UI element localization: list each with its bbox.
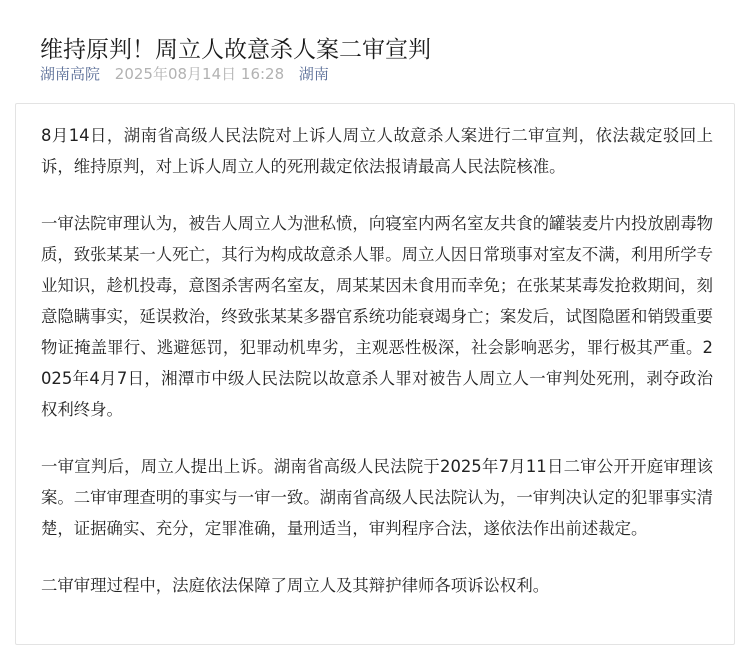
paragraph-2: 一审法院审理认为，被告人周立人为泄私愤，向寝室内两名室友共食的罐装麦片内投放剧毒物质，致张某某一人死亡，其行为构成故意杀人罪。周立人因日常琐事对室友不满，利用所学专业知识，趁机投毒，意图杀害两名室友，周某某因未食用而幸免；在张某某毒发抢救期间，刻意隐瞒事实，延误救治，终致张某某多器官系统功能衰竭身亡；案发后，试图隐匿和销毁重要物证掩盖罪行、逃避惩罚，犯罪动机卑劣，主观恶性极深，社会影响恶劣，罪行极其严重。2025年4月7日，湘潭市中级人民法院以故意杀人罪对被告人周立人一审判处死刑，剥夺政治权利终身。 <box>41 214 714 419</box>
region-tag: 湖南 <box>298 65 329 83</box>
article-body <box>41 120 713 627</box>
article-title: 维持原判！周立人故意杀人案二审宣判 <box>40 37 431 64</box>
paragraph-3: 一审宣判后，周立人提出上诉。湖南省高级人民法院于2025年7月11日二审公开开庭审理该案。二审审理查明的事实与一审一致。湖南省高级人民法院认为，一审判决认定的犯罪事实清楚，证据确实、充分，定罪准确，量刑适当，审判程序合法，遂依法作出前述裁定。 <box>41 457 714 538</box>
source-link[interactable]: 湖南高院 <box>40 65 101 83</box>
paragraph-1: 8月14日，湖南省高级人民法院对上诉人周立人故意杀人案进行二审宣判，依法裁定驳回上诉，维持原判，对上诉人周立人的死刑裁定依法报请最高人民法院核准。 <box>41 126 713 176</box>
publish-datetime: 2025年08月14日 16:28 <box>114 65 285 83</box>
article-meta <box>40 62 329 86</box>
paragraph-4: 二审审理过程中，法庭依法保障了周立人及其辩护律师各项诉讼权利。 <box>41 576 550 595</box>
